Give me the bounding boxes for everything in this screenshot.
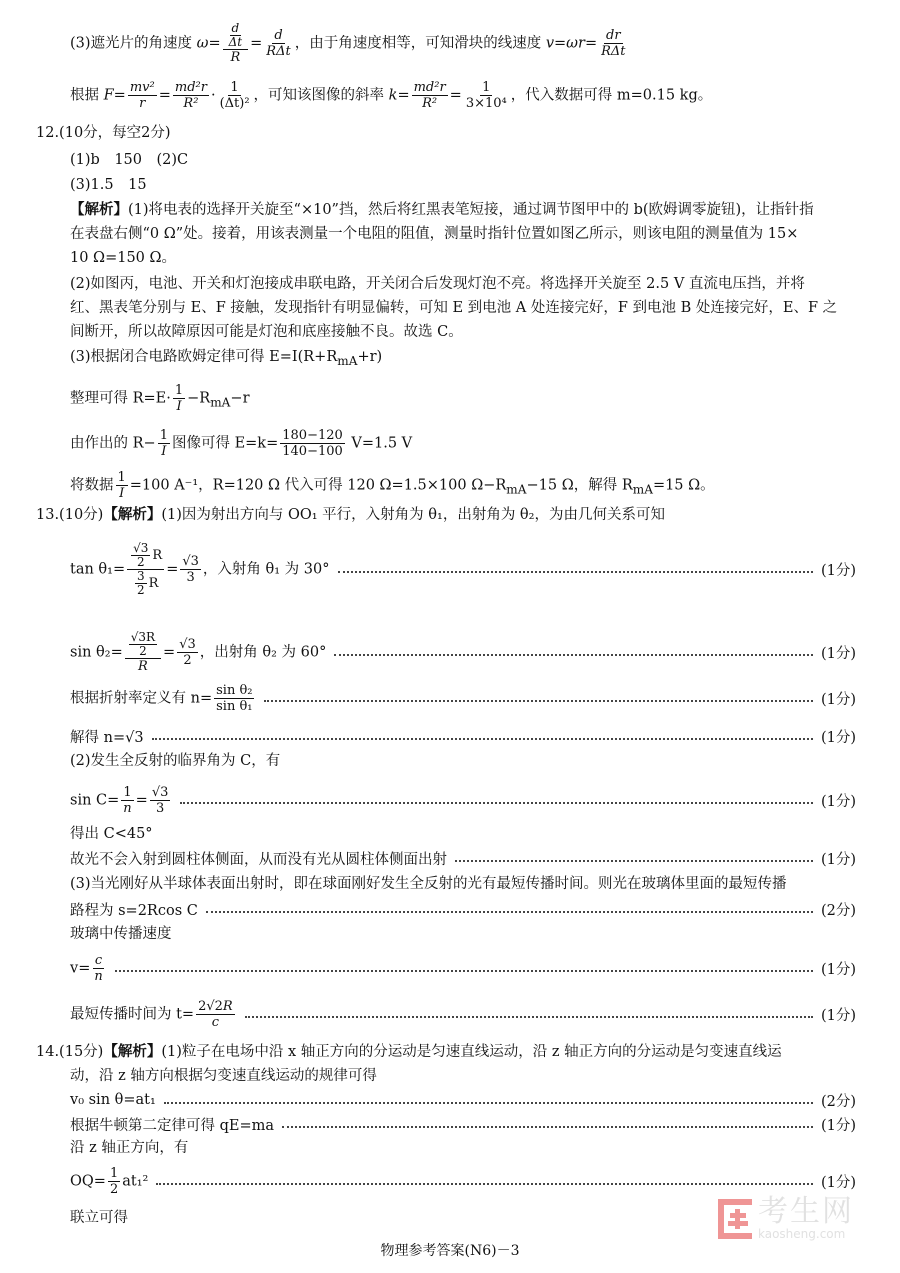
q13-eq-n-result: 解得 n=√3 (1分) xyxy=(70,729,856,746)
q12-analysis-7: (3)根据闭合电路欧姆定律可得 $E=I(R+R_{mA}+r)$ xyxy=(70,349,383,368)
q12-heading: 12.(10分，每空2分) xyxy=(36,125,171,141)
page-footer: 物理参考答案(N6)－3 xyxy=(380,1243,520,1259)
q13-eq-v: v= $\frac{c}{n}$ (1分) xyxy=(70,952,856,984)
p11-line1: (3)遮光片的角速度 ω= $\frac{\frac{d}{\Delta t}}{R}$ = $\frac{d}{\text{RΔt}}$ ，由于角速度相等，可知滑块的线速度 v=ωr= $\frac{dr}{\text{RΔt}}$ xyxy=(70,21,626,65)
watermark-en: kaosheng.com xyxy=(758,1227,846,1241)
q14-line4: 联立可得 xyxy=(70,1210,128,1226)
q12-analysis-3: 10 Ω=150 Ω。 xyxy=(70,250,177,266)
q12-analysis-8: 整理可得 R=E· $\frac{1}{I}$ $-R_{mA}-r$ xyxy=(70,383,250,414)
watermark xyxy=(718,1196,854,1241)
p11-line2: 根据 F= $\frac{\text{mv²}}{r}$ = $\frac{\text{md²r}}{\text{R²}}$ · $\frac{1}{\text{(Δt)²}}$ ，可知该图像的斜率 k= $\frac{\text{md²r}}{\text{R²}}$ = $\frac{1}{\text{3×10⁴}}$ ，代入数据可得 m=0.15 kg。 xyxy=(70,80,713,111)
q13-part2: (2)发生全反射的临界角为 C，有 xyxy=(70,753,281,769)
q13-part3: (3)当光刚好从半球体表面出射时，即在球面刚好发生全反射的光有最短传播时间。则光在玻璃体里面的最短传播 xyxy=(70,876,787,892)
q12-analysis-10: 将数据 $\frac{1}{I}$ =100 A⁻¹，R=120 Ω 代入可得 120 Ω=1.5×100 $\Omega-R_{mA}-15$ Ω，解得 $R_{mA}=15$ Ω。 xyxy=(70,470,715,501)
q12-analysis-9: 由作出的 R− $\frac{1}{I}$ 图像可得 E=k= $\frac{180-120}{140-100}$ V=1.5 V xyxy=(70,428,413,459)
q13-path: 路程为 s=2Rcos C (2分) xyxy=(70,902,856,919)
q14-eq-2: 根据牛顿第二定律可得 qE=ma (1分) xyxy=(70,1117,856,1134)
q14-heading: 14.(15分)【解析】(1)粒子在电场中沿 x 轴正方向的分运动是匀速直线运动，沿 z 轴正方向的分运动是匀变速直线运 xyxy=(36,1043,782,1060)
q12-answer-1: (1)b 150 (2)C xyxy=(70,152,189,168)
q13-speed-label: 玻璃中传播速度 xyxy=(70,926,172,942)
q13-eq-t: 最短传播时间为 t= $\frac{2√2R}{c}$ (1分) xyxy=(70,998,856,1030)
q13-no-exit: 故光不会入射到圆柱体侧面，从而没有光从圆柱体侧面出射 (1分) xyxy=(70,851,856,868)
q12-answer-2: (3)1.5 15 xyxy=(70,177,147,193)
kaosheng-logo-icon xyxy=(718,1199,752,1239)
q14-line2: 动，沿 z 轴方向根据匀变速直线运动的规律可得 xyxy=(70,1068,377,1084)
q14-eq-3: OQ= $\frac{1}{2}$ at₁² (1分) xyxy=(70,1165,856,1197)
q13-eq-sin: sin θ₂= $\frac{\frac{√3R}{2}}{R}$ = $\frac{√3}{2}$ ，出射角 θ₂ 为 60° (1分) xyxy=(70,629,856,674)
q12-analysis-5: 红、黑表笔分别与 E、F 接触，发现指针有明显偏转，可知 E 到电池 A 处连接完好，F 到电池 B 处连接完好，E、F 之 xyxy=(70,300,838,316)
q12-analysis-4: (2)如图丙，电池、开关和灯泡接成串联电路，开关闭合后发现灯泡不亮。将选择开关旋至 2.5 V 直流电压挡，并将 xyxy=(70,276,805,292)
q14-eq-1: v₀ sin θ=at₁ (2分) xyxy=(70,1092,856,1110)
q14-line3: 沿 z 轴正方向，有 xyxy=(70,1140,189,1156)
q12-analysis-2: 在表盘右侧“0 Ω”处。接着，用该表测量一个电阻的阻值，测量时指针位置如图乙所示，则该电阻的测量值为 15× xyxy=(70,226,799,242)
q13-eq-tan: tan θ₁= $\frac{√3}{2}$ R $\frac{3}{2}$ R = $\frac{√3}{3}$ ，入射角 θ₁ 为 30° (1分) xyxy=(70,540,856,597)
q12-analysis-6: 间断开，所以故障原因可能是灯泡和底座接触不良。故选 C。 xyxy=(70,324,463,340)
watermark-cn: 考生网 xyxy=(758,1194,854,1229)
q13-heading: 13.(10分)【解析】(1)因为射出方向与 OO₁ 平行，入射角为 θ₁，出射角为 θ₂，为由几何关系可知 xyxy=(36,506,665,523)
q12-analysis-1: 【解析】(1)将电表的选择开关旋至“×10”挡，然后将红黑表笔短接，通过调节图甲中的 b(欧姆调零旋钮)，让指针指 xyxy=(70,201,814,218)
q13-eq-n: 根据折射率定义有 n= $\frac{\text{sin θ₂}}{\text{sin θ₁}}$ (1分) xyxy=(70,682,856,714)
q13-C-result: 得出 C<45° xyxy=(70,826,153,842)
q13-eq-sinC: sin C= $\frac{1}{n}$ = $\frac{√3}{3}$ (1分) xyxy=(70,784,856,816)
